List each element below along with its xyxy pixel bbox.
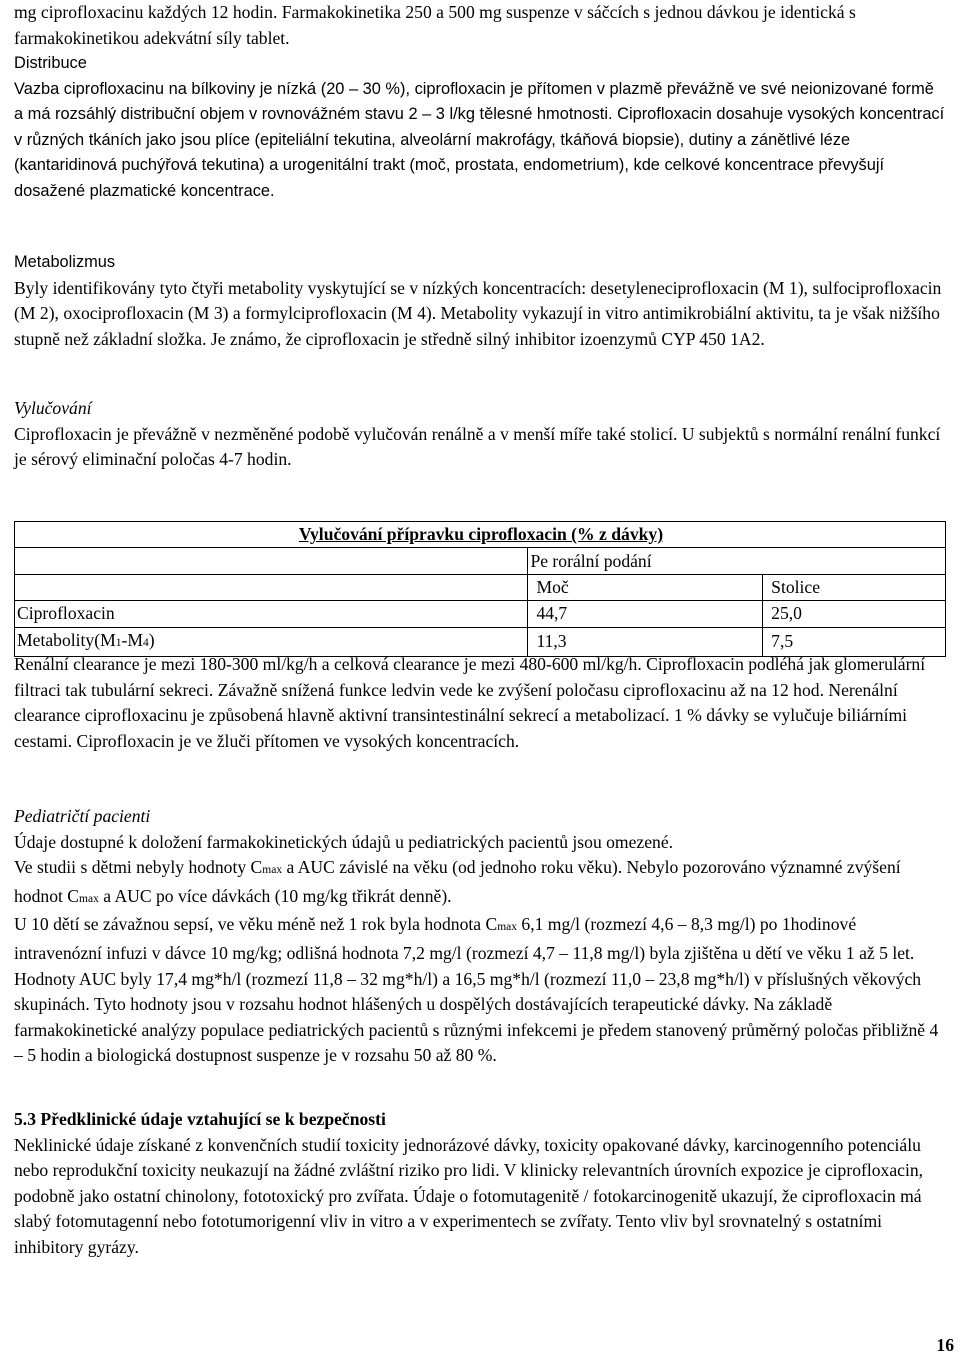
row-name-part: -M: [121, 629, 143, 650]
pediatric-line-1: Údaje dostupné k doložení farmakokinetických údajů u pediatrických pacientů jsou omezené.: [14, 831, 674, 852]
table-col-stool: Stolice: [763, 574, 946, 600]
distribution-text-1: Vazba ciprofloxacinu na bílkoviny je nízká (20 – 30 %), ciprofloxacin je přítomen v plazmě převážně ve své neionizované formě a má rozsáhlý distribuční objem v rovnovážném stavu 2 – 3 l/kg tělesné hmotnosti.: [14, 79, 934, 124]
table-row-name: Ciprofloxacin: [15, 601, 528, 627]
text-run: a AUC po více dávkách (10 mg/kg třikrát denně).: [98, 885, 452, 906]
intro-paragraph: mg ciprofloxacinu každých 12 hodin. Farmakokinetika 250 a 500 mg suspenze v sáčcích s jednou dávkou je identická s farmakokinetikou adekvátní síly tablet.: [14, 2, 856, 48]
metabolism-section: [14, 250, 946, 352]
excretion-table-block: [14, 521, 946, 657]
table-empty-cell: [15, 548, 528, 574]
elimination-paragraph: Ciprofloxacin je převážně v nezměněné podobě vylučován renálně a v menší míře také stolicí. U subjektů s normální renální funkcí je sérový eliminační poločas 4-7 hodin.: [14, 423, 941, 470]
text-run: 6,1 mg/l (rozmezí 4,6 – 8,3 mg/l) po 1hodinové intravenózní infuzi v dávce 10 mg/kg; odlišná hodnota 7,2 mg/l (rozmezí 4,7 – 11,8 mg/l) byla zjištěna u dětí ve věku 1 až 5 let. Hodnoty AUC byly 17,4 mg*h/l (rozmezí 11,8 – 32 mg*h/l) a 16,5 mg*h/l (rozmezí 11,0 – 23,8 mg*h/l) v příslušných věkových skupinách. Tyto hodnoty jsou v rozsahu hodnot hlášených u dospělých dostávajících terapeutické dávky. Na základě farmakokinetické analýzy populace pediatrických pacientů s různými infekcemi je předem stanovený průměrný poločas přibližně 4 – 5 hodin a biologická dostupnost suspenze je v rozsahu 50 až 80 %.: [14, 914, 939, 1066]
metabolism-paragraph: Byly identifikovány tyto čtyři metabolity vyskytující se v nízkých koncentracích: desetyleneciprofloxacin (M 1), sulfociprofloxacin (M 2), oxociprofloxacin (M 3) a formylciprofloxacin (M 4). Metabolity vykazují in vitro antimikrobiální aktivitu, ta je však nižšího stupně než základní složka. Je známo, že ciprofloxacin je středně silný inhibitor izoenzymů CYP 450 1A2.: [14, 277, 942, 349]
row-name-subscript: 1: [115, 636, 122, 649]
table-col-urine: Moč: [528, 574, 763, 600]
table-row: [15, 601, 946, 627]
table-empty-cell: [15, 574, 528, 600]
row-name-subscript: 4: [142, 636, 149, 649]
table-route-header: Pe rorální podání: [528, 548, 946, 574]
row-name-part: Metabolity(M: [17, 629, 116, 650]
table-cell-urine: 11,3: [528, 627, 763, 656]
section-5-3-heading: 5.3 Předklinické údaje vztahující se k bezpečnosti: [14, 1109, 386, 1129]
text-run: Ve studii s dětmi nebyly hodnoty C: [14, 857, 263, 878]
elimination-section: [14, 396, 946, 473]
distribution-heading: Distribuce: [14, 54, 87, 72]
cmax-subscript: max: [79, 892, 99, 905]
clearance-paragraph: Renální clearance je mezi 180-300 ml/kg/h a celková clearance je mezi 480-600 ml/kg/h. Ciprofloxacin podléhá jak glomerulární filtraci tak tubulární sekreci. Závažně snížená funkce ledvin vede ke zvýšení poločasu ciprofloxacinu až na 12 hod. Nerenální clearance ciprofloxacinu je způsobená hlavně aktivní transintestinální sekrecí a metabolizací. 1 % dávky se vylučuje biliárními cestami. Ciprofloxacin je ve žluči přítomen ve vysokých koncentracích.: [14, 654, 926, 751]
distribution-section: [14, 51, 946, 205]
table-title: Vylučování přípravku ciprofloxacin (% z dávky): [15, 522, 946, 548]
metabolism-heading: Metabolizmus: [14, 253, 116, 271]
cmax-subscript: max: [262, 864, 283, 877]
page-number: 16: [936, 1335, 954, 1355]
pediatric-section: [14, 804, 946, 1069]
distribution-text-2: Ciprofloxacin dosahuje vysokých koncentrací v různých tkáních jako jsou plíce (epiteliální tekutina, alveolární makrofágy, tkáňová biopsie), dutiny a zánětlivé léze (kantaridinová puchýřová tekutina) a urogenitální trakt (moč, prostata, endometrium), kde celkové koncentrace převyšují dosažené plazmatické koncentrace.: [14, 105, 945, 200]
pediatric-paragraph-2: [14, 855, 946, 912]
excretion-table: [14, 521, 946, 657]
pediatric-heading: Pediatričtí pacienti: [14, 806, 151, 826]
row-name-part: ): [148, 629, 155, 650]
section-5-3: [14, 1107, 946, 1261]
text-run: U 10 dětí se závažnou sepsí, ve věku méně než 1 rok byla hodnota C: [14, 914, 498, 935]
pediatric-paragraph-3: [14, 912, 946, 1069]
table-cell-urine: 44,7: [528, 601, 763, 627]
cmax-subscript: max: [497, 921, 518, 934]
table-cell-stool: 25,0: [763, 601, 946, 627]
table-cell-stool: 7,5: [763, 627, 946, 656]
clearance-block: [14, 652, 946, 754]
intro-block: [14, 0, 946, 51]
elimination-heading: Vylučování: [14, 398, 92, 418]
section-5-3-paragraph: Neklinické údaje získané z konvenčních studií toxicity jednorázové dávky, toxicity opakované dávky, karcinogenního potenciálu nebo reprodukční toxicity neukazují na žádné zvláštní riziko pro lidi. V klinicky relevantních úrovních expozice je ciprofloxacin, podobně jako ostatní chinolony, fototoxický pro zvířata. Údaje o fotomutagenitě / fotokarcinogenitě ukazují, že ciprofloxacin má slabý fotomutagenní nebo fototumorigenní vliv in vitro a v experimentech se zvířaty. Tento vliv byl srovnatelný s ostatními inhibitory gyrázy.: [14, 1134, 924, 1257]
distribution-paragraph: [14, 77, 946, 205]
text-run: a AUC závislé na věku (od jednoho roku věku). Nebylo pozorováno významné zvýšení hodnot C: [14, 857, 901, 906]
